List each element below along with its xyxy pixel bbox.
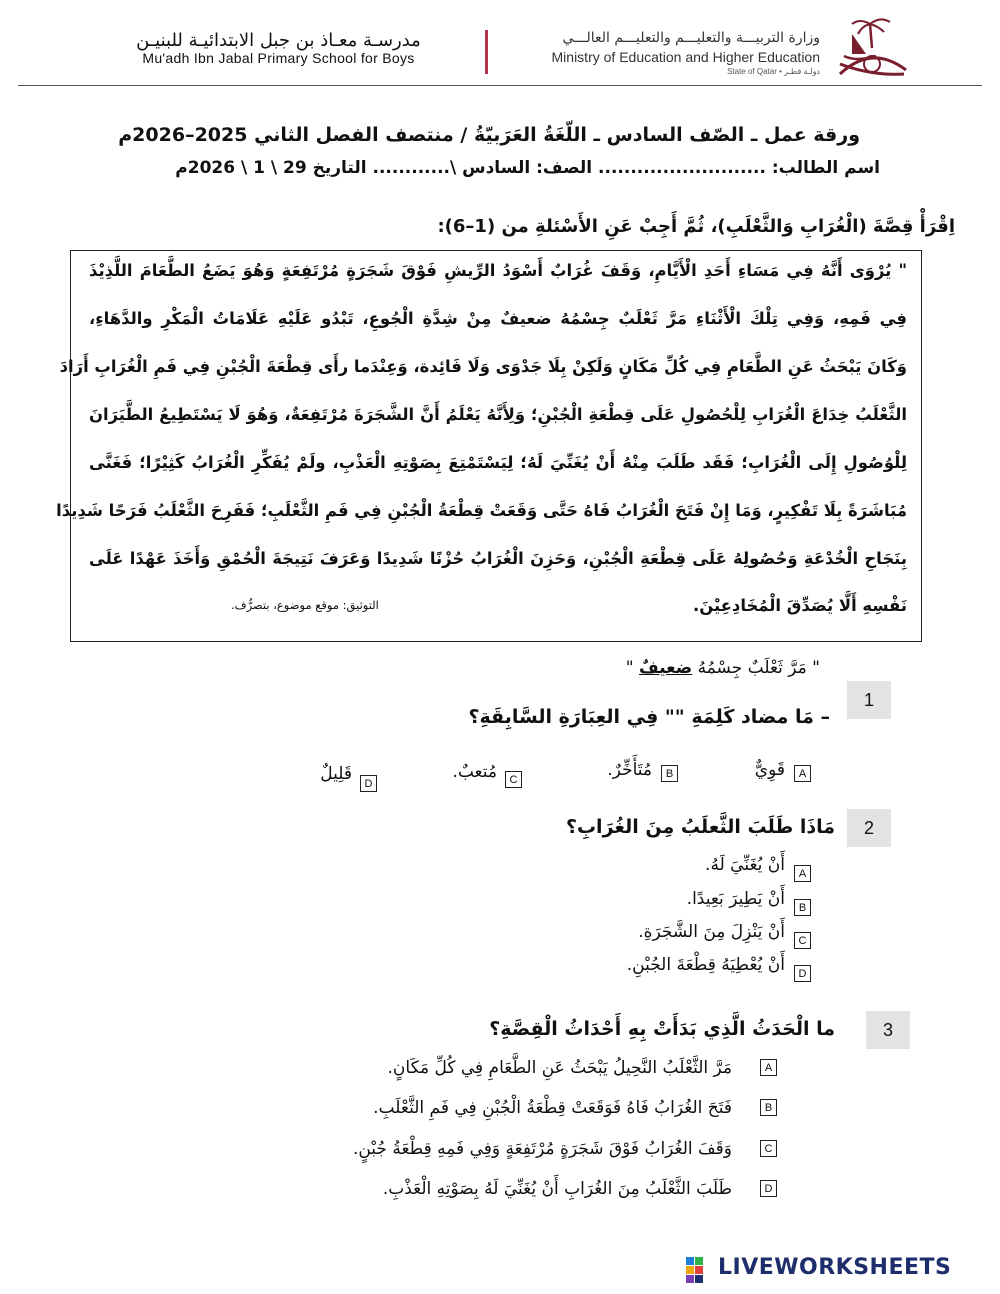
option-a-text: مَرَّ الثَّعْلَبُ النَّحِيلُ يَبْحَثُ عَنِ الطَّعَامِ فِي كُلِّ مَكَانٍ.: [387, 1058, 732, 1078]
option-b-text: أَنْ يَطِيرَ بَعِيدًا.: [686, 889, 785, 909]
option-a-text: قَوِيٌّ: [754, 760, 785, 780]
state-of-qatar-label: State of Qatar • دولـة قطـر: [727, 67, 820, 76]
school-name-english: Mu'adh Ibn Jabal Primary School for Boys: [142, 50, 415, 66]
question-text: مَاذَا طَلَبَ الثَّعلَبُ مِنَ الغُرَابِ؟: [565, 816, 835, 838]
option-a-checkbox[interactable]: A: [794, 865, 811, 882]
option-d-text: أَنْ يُعْطِيَهُ قِطْعَةَ الجُبْنِ.: [626, 955, 785, 975]
ministry-name-english: Ministry of Education and Higher Education: [551, 49, 820, 65]
option-a-checkbox[interactable]: A: [794, 765, 811, 782]
option-c-checkbox[interactable]: C: [794, 932, 811, 949]
option-d-checkbox[interactable]: D: [760, 1180, 777, 1197]
story-passage-box: [56, 250, 922, 642]
option-c-checkbox[interactable]: C: [760, 1140, 777, 1157]
passage-line: مُبَاشَرَةً بِلَا تَفْكِيرٍ، وَمَا إِنْ فَتَحَ الْغُرَابُ فَاهُ حَتَّى وَقَعَتْ قِطْعَةُ الْجُبْنِ فِي فَمِ الثَّعْلَبِ؛ فَفَرِحَ الثَّعْلَبُ فَرَحًا شَدِيدًا: [56, 501, 907, 520]
question-text: – مَا مضاد كَلِمَةِ "" فِي العِبَارَةِ السَّابِقَةِ؟: [468, 706, 830, 728]
option-b-checkbox[interactable]: B: [760, 1099, 777, 1116]
question-text: ما الْحَدَثُ الَّذِي بَدَأَتْ بِهِ أَحْدَاثُ الْقِصَّةِ؟: [489, 1018, 835, 1040]
header-rule: [18, 85, 982, 86]
liveworksheets-wordmark: LIVEWORKSHEETS: [718, 1255, 952, 1280]
liveworksheets-mark-icon: [686, 1257, 714, 1283]
qatar-emblem-icon: [832, 14, 912, 80]
option-c-checkbox[interactable]: C: [505, 771, 522, 788]
option-b-text: فَتَحَ الغُرَابُ فَاهُ فَوَقَعَتْ قِطْعَةُ الْجُبْنِ فِي فَمِ الثَّعْلَبِ.: [373, 1098, 732, 1118]
question-number-badge: 1: [847, 681, 891, 719]
passage-line: بِنَجَاحِ الْخُدْعَةِ وَحُصُولِهُ عَلَى قِطْعَةِ الْجُبْنِ، وَحَزِنَ الْغُرَابُ حُزْنًا شَدِيدًا وَعَرَفَ نَتِيجَةَ الْحُمْقِ وَأَخَذَ عَهْدًا عَلَى: [89, 549, 907, 568]
question-quote: " مَرَّ ثَعْلَبٌ جِسْمُهُ ضعيفٌ ": [625, 658, 820, 678]
ministry-name-arabic: وزارة التربيـــة والتعليـــم والتعليـــم العالـــي: [562, 30, 820, 46]
passage-line: وَكَانَ يَبْحَثُ عَنِ الطَّعَامِ فِي كُلِّ مَكَانٍ وَلَكِنْ بِلَا جَدْوَى وَلَا فَائِدة، وَعِنْدَما رأَى قِطْعَةَ الْجُبْنِ فِي فَمِ الْغُرَابِ أَرَادَ: [59, 357, 907, 376]
passage-line: لِلْوُصُولِ إِلَى الْغُرَابِ؛ فَقَد طَلَبَ مِنْهُ أَنْ يُغَنِّيَ لَهُ؛ لِيَسْتَمْتِعَ بِصَوْتِهِ الْعَذْبِ، ولَمْ يُفَكِّرِ الْغُرَابُ كَثِيْرًا؛ فَغَنَّى: [89, 453, 907, 472]
school-name-arabic: مدرسـة معـاذ بن جبل الابتدائيـة للبنيـن: [136, 30, 421, 51]
option-b-checkbox[interactable]: B: [794, 899, 811, 916]
option-b-checkbox[interactable]: B: [661, 765, 678, 782]
option-c-text: مُتعبٌ.: [452, 762, 497, 782]
option-d-text: قَلِيلٌ: [320, 764, 352, 784]
student-info-line: اسم الطالب: .......................... الصف: السادس \............ التاريخ 29 \ 1 \ 2026م: [175, 158, 880, 178]
option-d-text: طَلَبَ الثَّعْلَبُ مِنَ الغُرَابِ أَنْ يُغَنِّيَ لَهُ بِصَوْتِهِ الْعَذْبِ.: [382, 1179, 732, 1199]
quote-key-word: ضعيفٌ: [638, 658, 693, 678]
option-d-checkbox[interactable]: D: [794, 965, 811, 982]
worksheet-title: ورقة عمل ـ الصّف السادس ـ اللّغَةُ العَرَبيّةُ / منتصف الفصل الثاني 2025–2026م: [118, 124, 860, 146]
liveworksheets-logo: [686, 1255, 986, 1285]
passage-citation: التوثيق: موقع موضوع، بتصرُّف.: [231, 598, 379, 612]
option-b-text: مُتَأَخِّرٌ.: [607, 760, 652, 780]
question-number-badge: 2: [847, 809, 891, 847]
passage-line: " يُرْوَى أَنَّهُ فِي مَسَاءِ أَحَدِ الْأَيَّامِ، وَقَفَ غُرَابٌ أَسْوَدُ الرِّيشِ فَوْقَ شَجَرَةٍ مُرْتَفِعَةٍ وَهُوَ يَضَعُ الطَّعَامَ اللَّذِيْذَ: [89, 261, 907, 280]
header-divider: [485, 30, 488, 74]
option-c-text: أَنْ يَنْزِلَ مِنَ الشَّجَرَةِ.: [638, 922, 785, 942]
option-c-text: وَقَفَ الغُرَابُ فَوْقَ شَجَرَةٍ مُرْتَفِعَةٍ وَفِي فَمِهِ قِطْعَةُ جُبْنٍ.: [352, 1139, 732, 1159]
question-number-badge: 3: [866, 1011, 910, 1049]
passage-line: نَفْسِهِ أَلَّا يُصَدِّقَ الْمُخَادِعِيْنَ.: [693, 596, 907, 615]
passage-line: الثَّعْلَبُ خِدَاعَ الْغُرَابِ لِلْحُصُولِ عَلَى قِطْعَةِ الْجُبْنِ؛ وَلِأَنَّهُ يَعْلَمُ أَنَّ الشَّجَرَةَ مُرْتَفِعَةٌ، وَهُوَ لَا يَسْتَطِيعُ الطَّيَرَانَ: [89, 405, 907, 424]
option-a-checkbox[interactable]: A: [760, 1059, 777, 1076]
passage-line: فِي فَمِهِ، وَفِي تِلْكَ الْأَثْنَاءِ مَرَّ ثَعْلَبٌ جِسْمُهُ ضعيفٌ مِنْ شِدَّةِ الْجُوعِ، تَبْدُو عَلَيْهِ عَلَامَاتُ الْمَكْرِ والدَّهَاءِ،: [89, 309, 907, 328]
option-a-text: أَنْ يُغَنِّيَ لَهُ.: [705, 855, 785, 875]
option-d-checkbox[interactable]: D: [360, 775, 377, 792]
reading-instruction: اِقْرَأْ قِصَّةَ (الْغُرَابِ وَالثَّعْلَبِ)، ثُمَّ أَجِبْ عَنِ الأَسْئلةِ من (1–6):: [437, 216, 955, 237]
